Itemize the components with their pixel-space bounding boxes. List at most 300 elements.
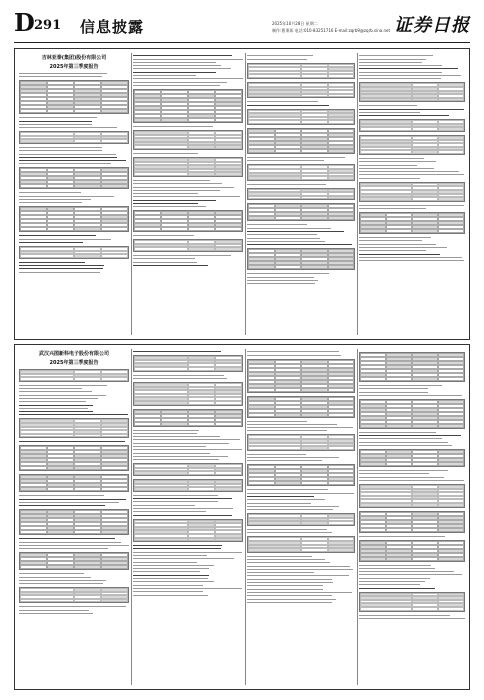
column-1 [19, 53, 129, 335]
table-cell [101, 139, 128, 143]
text-line [247, 424, 337, 425]
text-line [247, 280, 318, 281]
column-4 [359, 53, 465, 335]
text-line [359, 78, 441, 79]
data-table [359, 119, 465, 132]
data-table [247, 464, 355, 486]
text-line [359, 237, 431, 238]
text-line [133, 180, 210, 181]
data-table [19, 206, 129, 232]
text-line [359, 55, 433, 56]
text-line [359, 254, 440, 255]
text-line [133, 575, 209, 576]
data-table [133, 519, 243, 543]
column-2 [133, 53, 243, 335]
text-line [133, 78, 243, 79]
data-table [19, 80, 129, 114]
text-line [19, 391, 92, 392]
table-cell [301, 74, 328, 78]
report-title: 2025年第三季度报告 [49, 64, 99, 70]
table-cell [248, 548, 301, 552]
text-line [359, 385, 442, 386]
text-line [133, 568, 209, 569]
table-cell [301, 265, 328, 269]
text-line [247, 559, 325, 560]
data-table [133, 409, 243, 427]
text-line [133, 449, 242, 450]
table-cell [188, 422, 215, 426]
table-cell [328, 149, 355, 153]
table-cell [328, 196, 355, 200]
text-line [247, 184, 326, 185]
table-cell [328, 521, 355, 525]
text-line [359, 578, 430, 579]
table-cell [215, 401, 242, 405]
text-line [19, 192, 81, 193]
text-line [133, 351, 221, 352]
section-title: 信息披露 [80, 18, 145, 36]
text-line [19, 76, 102, 77]
text-line [359, 208, 426, 209]
text-line [359, 392, 428, 393]
text-line [19, 73, 107, 74]
table-cell [47, 530, 74, 534]
text-line [133, 565, 214, 566]
masthead [14, 10, 470, 40]
table-cell [412, 229, 438, 233]
text-line [247, 244, 352, 245]
column-1 [19, 349, 129, 685]
text-line [247, 355, 341, 356]
text-line [19, 160, 126, 161]
text-line [133, 258, 195, 259]
table-cell [438, 98, 464, 102]
table-cell [301, 94, 328, 98]
table-cell [360, 229, 386, 233]
table-cell [20, 227, 47, 231]
table-cell [101, 184, 128, 188]
text-line [359, 161, 436, 162]
text-line [19, 542, 121, 543]
text-line [359, 68, 458, 69]
text-line [133, 62, 216, 63]
table-cell [248, 265, 275, 269]
text-line [19, 401, 86, 402]
section-letter: D [14, 8, 35, 37]
text-line [247, 238, 320, 239]
data-table [133, 463, 243, 476]
text-line [247, 224, 307, 225]
text-line [359, 438, 442, 439]
data-table [19, 246, 129, 259]
text-line [19, 235, 96, 236]
text-line [133, 436, 220, 437]
table-cell [74, 565, 101, 569]
text-line [247, 231, 344, 232]
text-line [247, 575, 349, 576]
data-table [247, 513, 355, 526]
table-cell [188, 172, 215, 176]
text-line [247, 496, 314, 497]
table-cell [74, 254, 101, 258]
table-cell [438, 528, 464, 532]
text-line [19, 154, 116, 155]
column-4 [359, 349, 465, 685]
table-cell [438, 557, 464, 561]
text-line [359, 250, 426, 251]
text-line [133, 459, 219, 460]
masthead-rule [14, 42, 470, 43]
table-cell [275, 388, 302, 392]
table-cell [248, 521, 301, 525]
text-line [19, 262, 85, 263]
text-line [133, 501, 218, 502]
table-cell [134, 247, 188, 251]
table-cell [301, 548, 328, 552]
text-line [133, 433, 197, 434]
table-cell [412, 197, 438, 201]
text-line [133, 183, 222, 184]
column-1-body [19, 73, 129, 273]
text-line [133, 515, 232, 516]
text-line [247, 55, 313, 56]
text-line [133, 75, 196, 76]
column-4-body [359, 352, 465, 619]
data-table [19, 587, 129, 603]
table-cell [386, 462, 412, 466]
text-line [19, 408, 88, 409]
data-table [359, 449, 465, 467]
column-divider [357, 349, 358, 685]
column-divider [245, 349, 246, 685]
data-table [133, 130, 243, 150]
text-line [133, 552, 242, 553]
text-line [19, 441, 125, 442]
text-line [359, 247, 447, 248]
text-line [133, 446, 206, 447]
text-line [19, 196, 114, 197]
table-cell [412, 528, 438, 532]
table-cell [248, 216, 275, 220]
text-line [359, 244, 436, 245]
text-line [19, 157, 117, 158]
text-line [247, 556, 312, 557]
table-cell [328, 548, 355, 552]
table-cell [74, 377, 101, 381]
table-cell [360, 150, 412, 154]
table-cell [74, 139, 101, 143]
table-cell [248, 94, 301, 98]
table-cell [215, 538, 242, 542]
text-line [133, 581, 214, 582]
table-cell [101, 109, 128, 113]
table-cell [134, 471, 188, 475]
table-cell [215, 118, 242, 122]
table-cell [412, 503, 438, 507]
text-line [247, 157, 345, 158]
table-cell [188, 118, 215, 122]
column-divider [357, 53, 358, 335]
table-cell [74, 599, 101, 603]
text-line [19, 163, 111, 164]
table-cell [386, 528, 412, 532]
text-line [133, 505, 195, 506]
text-line [247, 585, 323, 586]
table-cell [248, 149, 275, 153]
text-line [19, 242, 83, 243]
table-cell [20, 109, 47, 113]
text-line [133, 200, 216, 201]
text-line [133, 235, 194, 236]
table-cell [328, 176, 355, 180]
text-line [133, 55, 232, 56]
table-cell [161, 118, 188, 122]
page-number: 291 [34, 18, 62, 33]
column-3 [247, 53, 355, 335]
text-line [19, 121, 92, 122]
text-line [133, 126, 213, 127]
text-line [19, 610, 89, 611]
text-line [133, 562, 197, 563]
text-line [247, 430, 327, 431]
table-cell [134, 401, 188, 405]
text-line [247, 59, 307, 60]
text-line [359, 571, 454, 572]
table-cell [20, 466, 47, 470]
table-cell [20, 487, 47, 491]
table-cell [47, 487, 74, 491]
data-table [247, 82, 355, 98]
data-table [19, 167, 129, 189]
text-line [247, 595, 332, 596]
text-line [133, 548, 221, 549]
table-cell [74, 487, 101, 491]
text-line [133, 187, 234, 188]
table-cell [438, 377, 464, 381]
text-line [359, 388, 428, 389]
table-cell [101, 377, 128, 381]
text-line [359, 432, 436, 433]
table-cell [412, 462, 438, 466]
table-cell [101, 254, 128, 258]
text-line [247, 599, 336, 600]
table-cell [101, 487, 128, 491]
text-line [19, 577, 91, 578]
column-divider [131, 53, 132, 335]
text-line [133, 190, 220, 191]
table-cell [188, 401, 215, 405]
table-cell [438, 424, 464, 428]
data-table [359, 135, 465, 155]
table-cell [328, 74, 355, 78]
table-cell [360, 98, 412, 102]
table-cell [360, 377, 386, 381]
text-line [247, 283, 315, 284]
table-cell [248, 74, 301, 78]
text-line [19, 405, 93, 406]
text-line [359, 112, 420, 113]
text-line [19, 268, 103, 269]
text-line [19, 580, 106, 581]
text-line [19, 117, 97, 118]
table-cell [215, 422, 242, 426]
text-line [19, 385, 107, 386]
data-table [133, 479, 243, 492]
table-cell [20, 377, 74, 381]
table-cell [215, 247, 242, 251]
table-cell [134, 367, 188, 371]
table-cell [438, 150, 464, 154]
text-line [247, 427, 353, 428]
table-cell [412, 127, 438, 131]
text-line [133, 265, 208, 266]
text-line [359, 158, 424, 159]
table-cell [74, 434, 101, 438]
table-cell [360, 607, 412, 611]
data-table [19, 369, 129, 382]
text-line [359, 618, 465, 619]
table-cell [412, 557, 438, 561]
text-line [359, 574, 462, 575]
data-table [133, 157, 243, 177]
text-line [359, 588, 435, 589]
data-table [359, 484, 465, 508]
text-line [247, 506, 339, 507]
table-cell [101, 466, 128, 470]
table-cell [328, 388, 355, 392]
text-line [359, 260, 464, 261]
text-line [247, 351, 339, 352]
table-cell [101, 227, 128, 231]
text-line [133, 585, 203, 586]
text-line [247, 579, 332, 580]
table-cell [47, 109, 74, 113]
table-cell [386, 557, 412, 561]
table-cell [47, 466, 74, 470]
text-line [19, 606, 126, 607]
table-cell [248, 413, 275, 417]
table-cell [134, 422, 161, 426]
table-cell [328, 120, 355, 124]
table-cell [20, 599, 74, 603]
text-line [247, 241, 325, 242]
table-cell [360, 197, 412, 201]
text-line [359, 470, 448, 471]
data-table [133, 239, 243, 252]
text-line [247, 228, 331, 229]
text-line [247, 160, 324, 161]
company-title: 武汉兴图新科电子股份有限公司 [38, 351, 109, 357]
data-table [359, 540, 465, 562]
text-line [133, 430, 199, 431]
text-line [247, 572, 314, 573]
data-table [133, 355, 243, 371]
text-line [19, 505, 105, 506]
text-line [19, 414, 128, 415]
announcement-block-2 [14, 344, 470, 690]
text-line [359, 72, 442, 73]
data-table [359, 82, 465, 102]
text-line [247, 457, 339, 458]
table-cell [47, 227, 74, 231]
data-table [359, 212, 465, 234]
announcement-block-1 [14, 48, 470, 340]
text-line [247, 532, 332, 533]
table-cell [301, 149, 328, 153]
table-cell [301, 481, 328, 485]
text-line [133, 595, 208, 596]
text-line [359, 442, 448, 443]
table-cell [301, 120, 328, 124]
data-table [247, 536, 355, 552]
text-line [133, 508, 233, 509]
report-title: 2025年第三季度报告 [49, 360, 99, 366]
text-line [133, 591, 203, 592]
table-cell [74, 184, 101, 188]
table-cell [20, 565, 47, 569]
data-table [247, 188, 355, 201]
text-line [359, 581, 425, 582]
table-cell [412, 98, 438, 102]
table-cell [328, 413, 355, 417]
text-line [247, 101, 318, 102]
text-line [359, 115, 449, 116]
text-line [19, 545, 129, 546]
text-line [19, 388, 82, 389]
text-line [19, 124, 92, 125]
text-line [133, 153, 198, 154]
data-table [359, 511, 465, 533]
text-line [133, 495, 218, 496]
text-line [133, 203, 198, 204]
text-line [19, 265, 104, 266]
table-cell [20, 434, 74, 438]
text-line [133, 453, 210, 454]
column-divider [131, 349, 132, 685]
table-cell [412, 424, 438, 428]
data-table [19, 418, 129, 438]
text-line [19, 398, 98, 399]
table-cell [215, 487, 242, 491]
text-line [359, 171, 459, 172]
column-1-body [19, 369, 129, 614]
text-line [359, 65, 442, 66]
column-4-body [359, 55, 465, 261]
table-cell [412, 150, 438, 154]
text-line [133, 85, 220, 86]
table-cell [360, 127, 412, 131]
text-line [247, 566, 350, 567]
text-line [19, 239, 111, 240]
text-line [133, 262, 197, 263]
text-line [359, 109, 464, 110]
text-line [359, 536, 445, 537]
text-line [133, 443, 229, 444]
text-line [359, 395, 462, 396]
text-line [19, 395, 106, 396]
text-line [19, 411, 93, 412]
data-table [19, 474, 129, 492]
text-line [19, 583, 103, 584]
table-cell [161, 227, 188, 231]
table-cell [438, 607, 464, 611]
text-line [359, 584, 420, 585]
data-table [133, 210, 243, 232]
data-table [247, 248, 355, 270]
text-line [133, 255, 231, 256]
table-cell [47, 184, 74, 188]
text-line [247, 421, 307, 422]
